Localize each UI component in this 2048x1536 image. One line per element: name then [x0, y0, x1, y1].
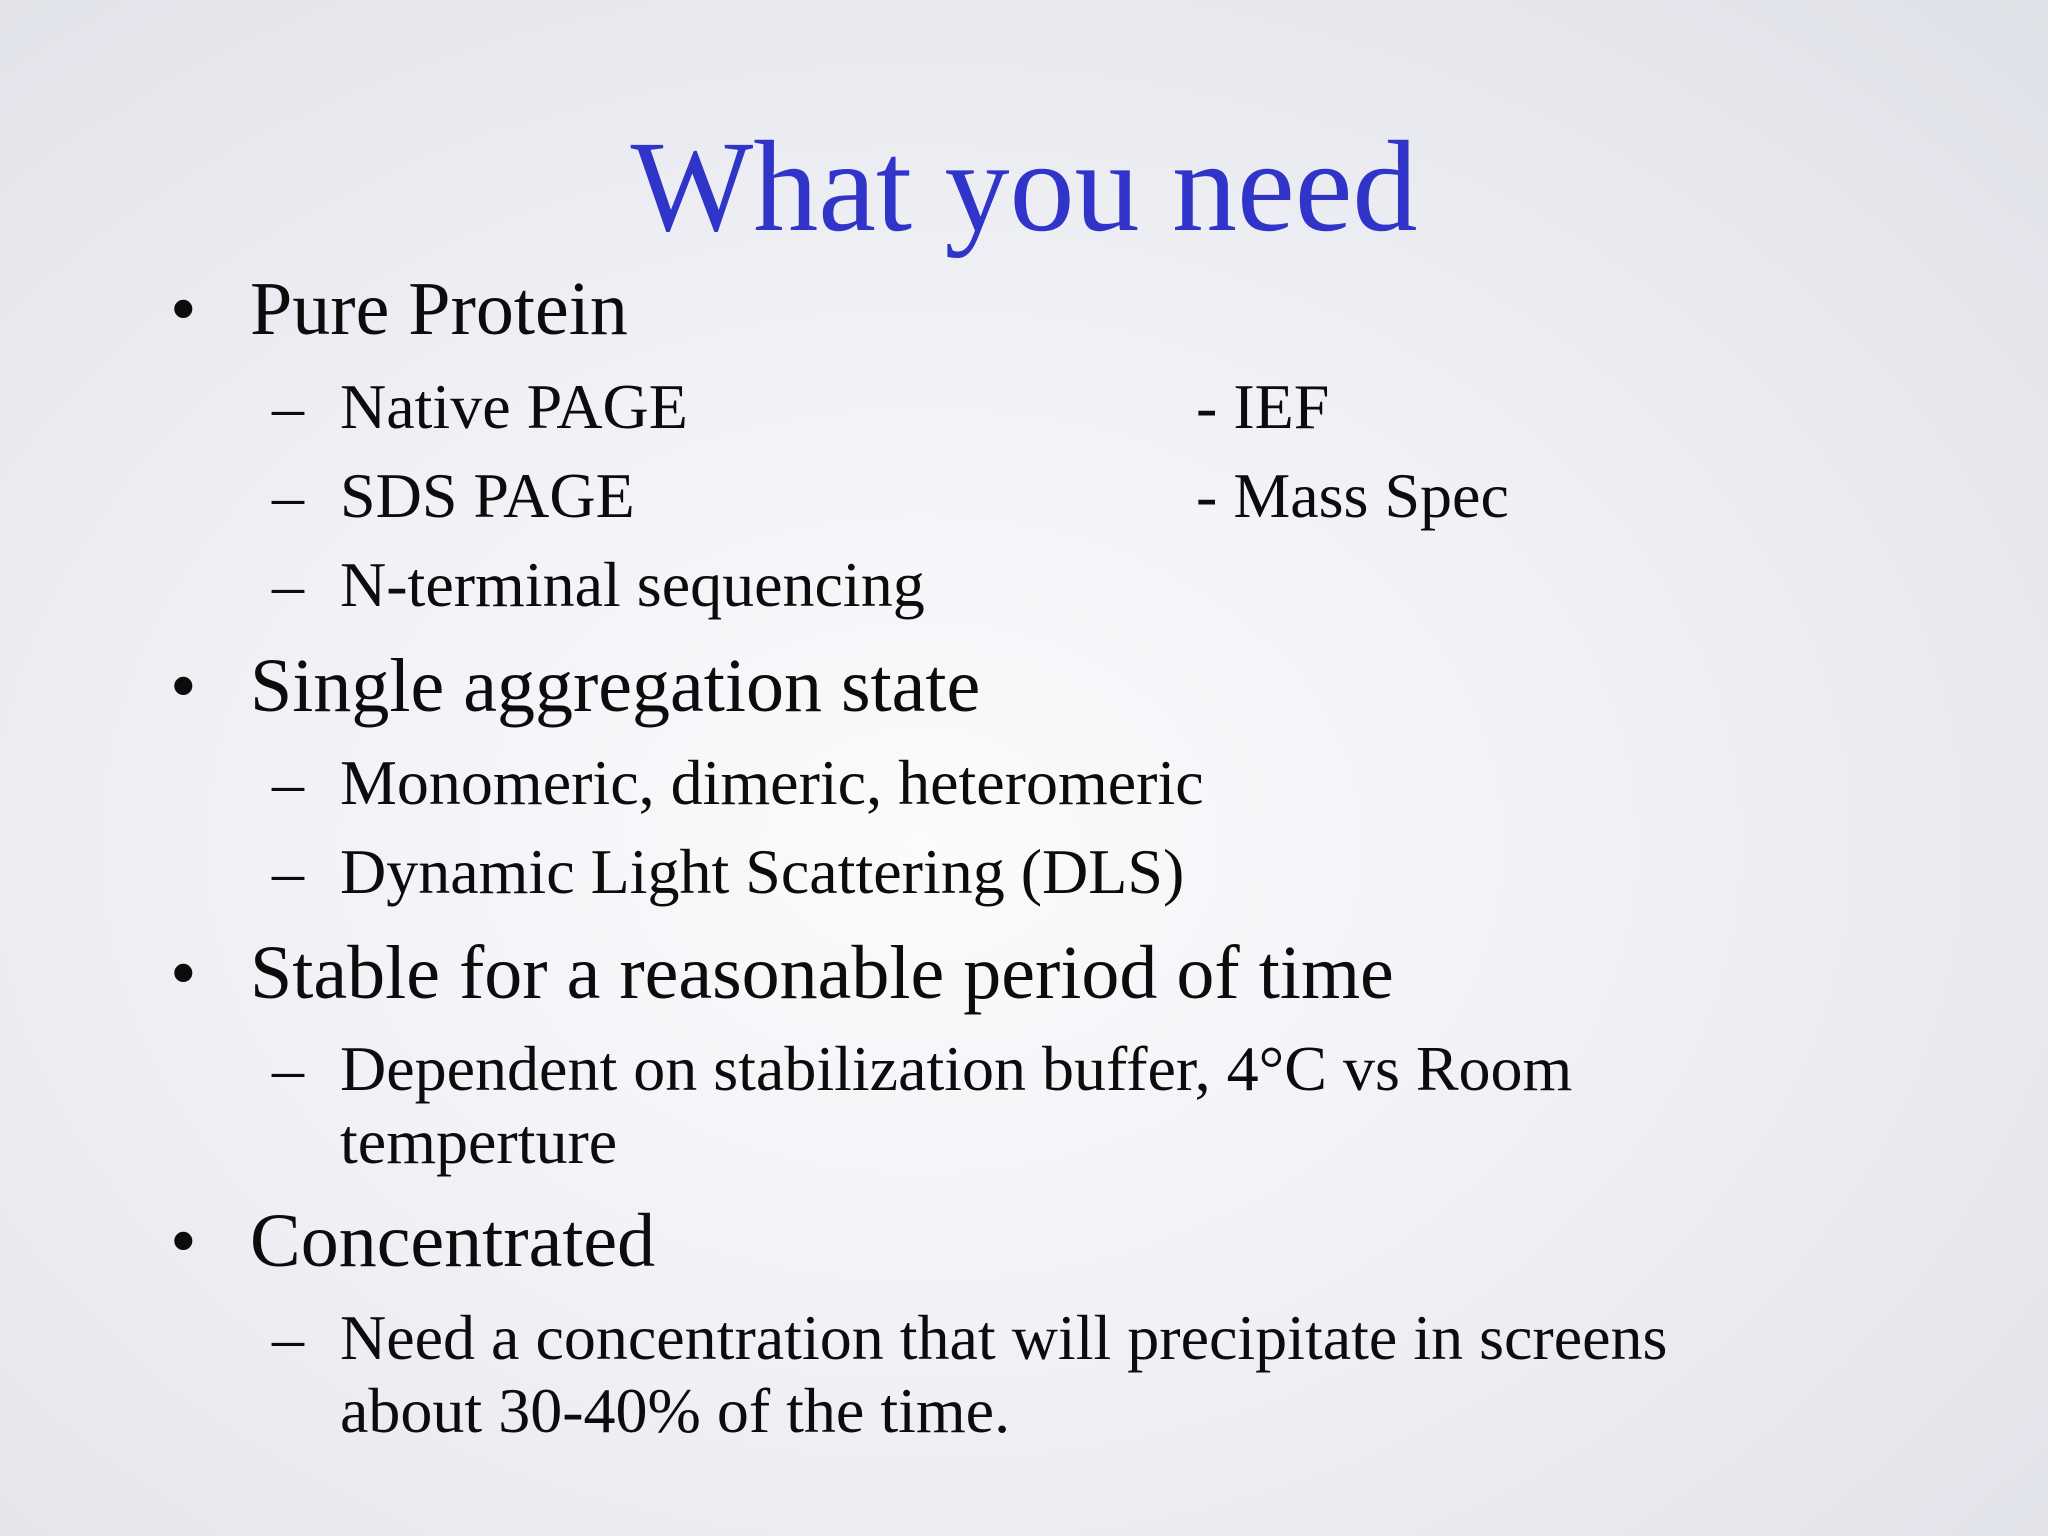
- sub-item-continuation-text: temperture: [340, 1106, 618, 1177]
- bullet-dot-icon: •: [170, 644, 197, 728]
- dash-icon: –: [272, 371, 304, 442]
- bullet-dot-icon: •: [170, 931, 197, 1015]
- sub-item-text: SDS PAGE: [340, 460, 635, 531]
- sub-item-text: Dependent on stabilization buffer, 4°C vs Room: [340, 1033, 1573, 1104]
- sub-item-text: Monomeric, dimeric, heteromeric: [340, 747, 1204, 818]
- sub-item-text: Need a concentration that will precipitate in screens: [340, 1302, 1668, 1373]
- sub-item-text: Dynamic Light Scattering (DLS): [340, 836, 1185, 907]
- dash-icon: –: [272, 836, 304, 907]
- dash-icon: –: [272, 1033, 304, 1104]
- bullet-dot-icon: •: [170, 1199, 197, 1283]
- bullet-text: Single aggregation state: [250, 644, 981, 728]
- dash-icon: –: [272, 747, 304, 818]
- sub-item-right-text: - Mass Spec: [1196, 460, 1509, 531]
- sub-item-text: N-terminal sequencing: [340, 549, 925, 620]
- dash-icon: –: [272, 549, 304, 620]
- dash-icon: –: [272, 460, 304, 531]
- sub-item-right-text: - IEF: [1196, 371, 1330, 442]
- dash-icon: –: [272, 1302, 304, 1373]
- sub-item-text: Native PAGE: [340, 371, 688, 442]
- slide-title: What you need: [630, 115, 1418, 259]
- sub-item-continuation-text: about 30-40% of the time.: [340, 1375, 1011, 1446]
- bullet-text: Pure Protein: [250, 267, 628, 351]
- bullet-dot-icon: •: [170, 267, 197, 351]
- bullet-text: Stable for a reasonable period of time: [250, 931, 1394, 1015]
- bullet-text: Concentrated: [250, 1199, 656, 1283]
